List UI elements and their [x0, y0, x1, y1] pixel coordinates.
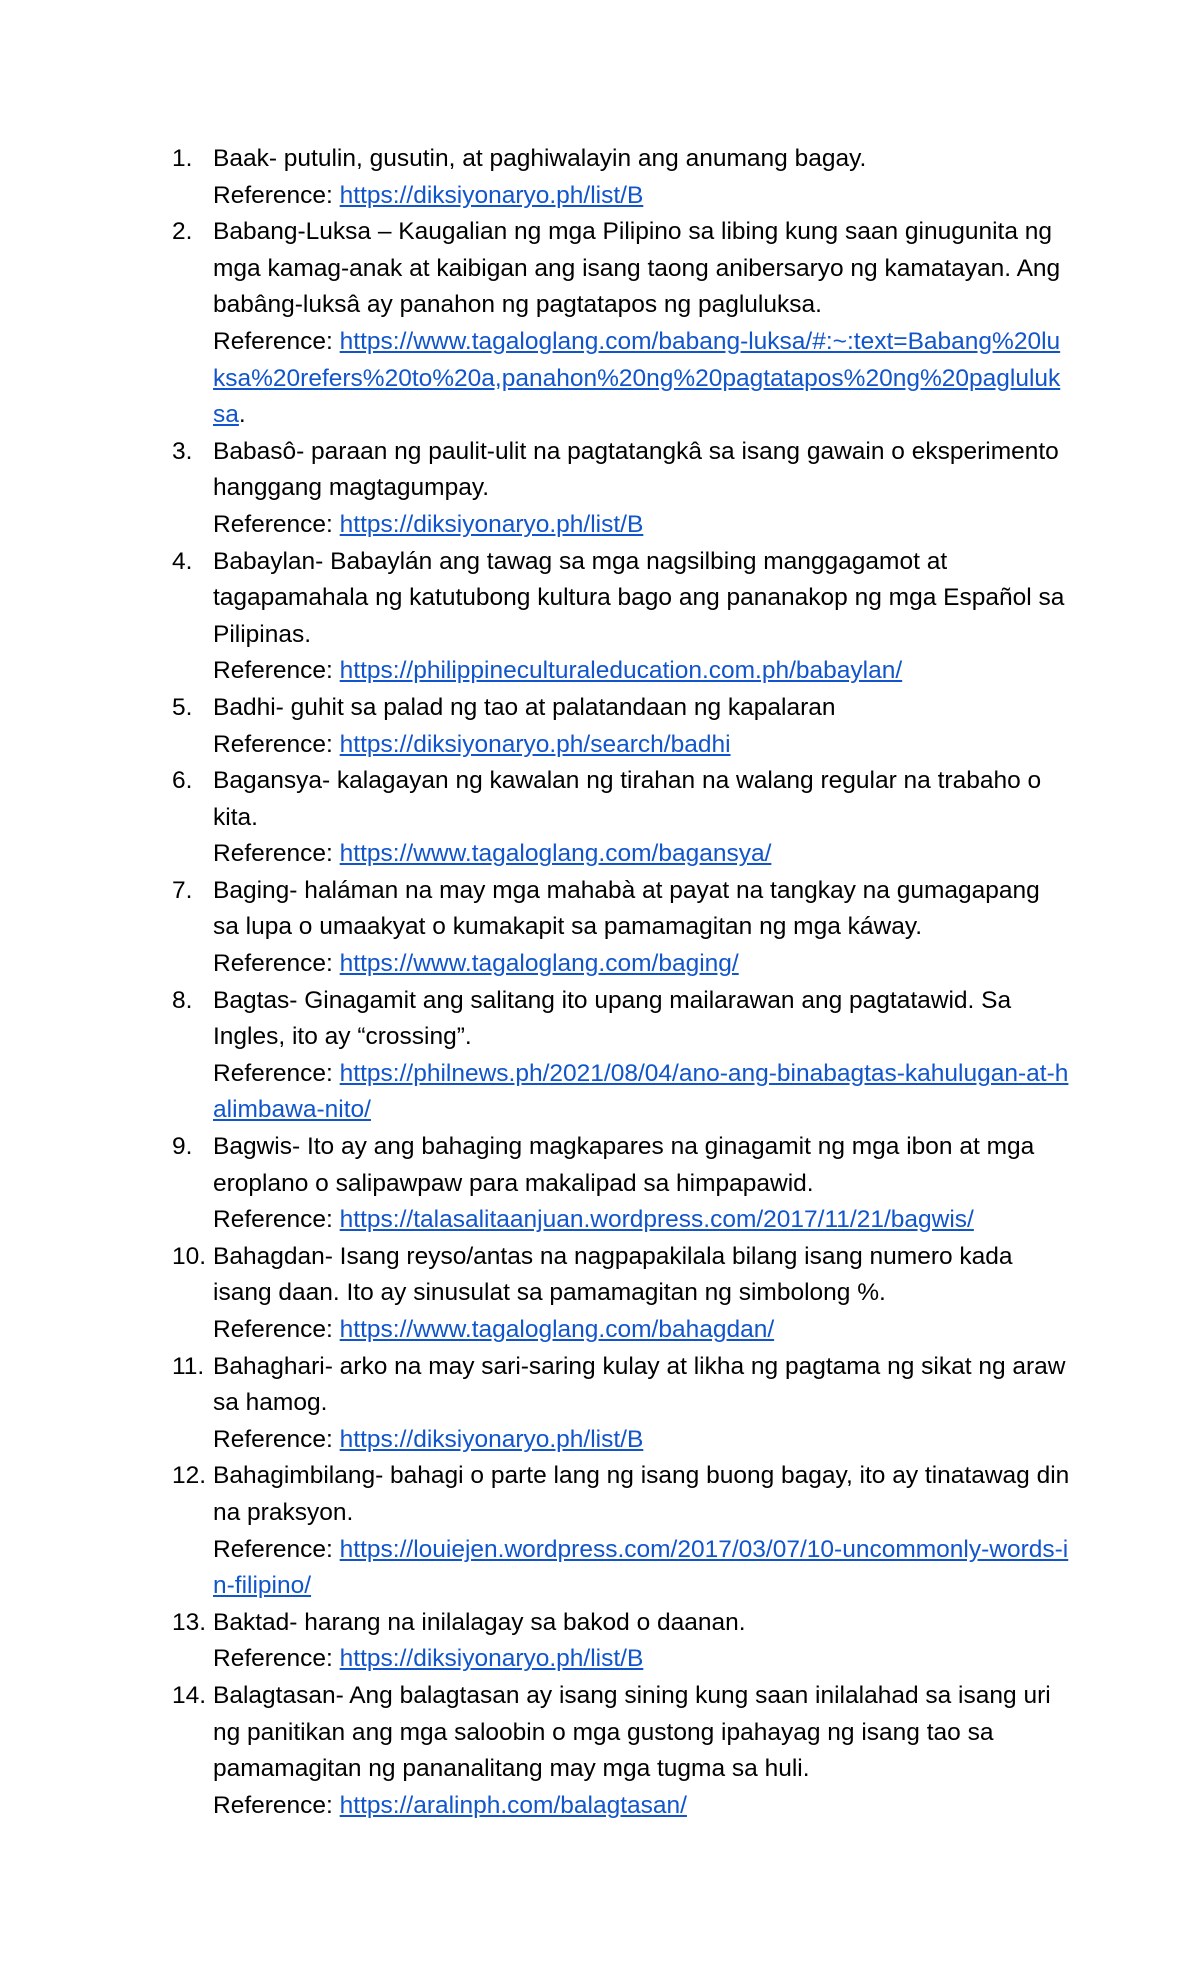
list-item: [172, 763, 1072, 873]
reference-line: [213, 1532, 1072, 1605]
list-item: [172, 690, 1072, 763]
reference-line: [213, 946, 1072, 983]
item-number: 3.: [172, 437, 193, 465]
list-item: [172, 434, 1072, 544]
reference-line: [213, 324, 1072, 434]
item-number: 10.: [172, 1242, 207, 1270]
reference-link[interactable]: https://diksiyonaryo.ph/list/B: [339, 181, 644, 209]
list-item: [172, 873, 1072, 983]
list-item: [172, 1239, 1072, 1349]
item-definition: Balagtasan- Ang balagtasan ay isang sining kung saan inilalahad sa isang uri ng panitikan ang mga saloobin o mga gustong ipahayag ng isang tao sa pamamagitan ng pananalitang may mga tugma sa huli.: [213, 1681, 1051, 1783]
reference-label: Reference:: [213, 181, 340, 209]
list-item: [172, 1129, 1072, 1239]
reference-trailing-text: .: [238, 401, 246, 429]
reference-line: [213, 836, 1072, 873]
item-definition: Babasô- paraan ng paulit-ulit na pagtatangkâ sa isang gawain o eksperimento hanggang magtagumpay.: [213, 437, 1059, 502]
reference-label: Reference:: [213, 950, 340, 978]
list-item: [172, 1349, 1072, 1459]
item-definition: Bahagdan- Isang reyso/antas na nagpapakilala bilang isang numero kada isang daan. Ito ay sinusulat sa pamamagitan ng simbolong %.: [213, 1242, 1013, 1307]
item-number: 1.: [172, 145, 193, 172]
reference-label: Reference:: [213, 1425, 340, 1453]
reference-line: [213, 1312, 1072, 1349]
reference-link[interactable]: https://diksiyonaryo.ph/list/B: [339, 510, 644, 538]
reference-line: [213, 653, 1072, 690]
list-item: [172, 983, 1072, 1129]
reference-label: Reference:: [213, 657, 340, 685]
reference-label: Reference:: [213, 1316, 340, 1343]
item-number: 7.: [172, 876, 193, 904]
reference-line: [213, 727, 1072, 764]
reference-label: Reference:: [213, 1059, 340, 1087]
item-definition: Bahaghari- arko na may sari-saring kulay at likha ng pagtama ng sikat ng araw sa hamog.: [213, 1352, 1066, 1417]
reference-link[interactable]: https://talasalitaanjuan.wordpress.com/2017/11/21/bagwis/: [339, 1206, 974, 1234]
item-number: 14.: [172, 1681, 207, 1709]
item-definition: Badhi- guhit sa palad ng tao at palatandaan ng kapalaran: [213, 693, 836, 721]
reference-link[interactable]: https://www.tagaloglang.com/bahagdan/: [339, 1316, 775, 1343]
list-item: [172, 214, 1072, 434]
reference-label: Reference:: [213, 730, 340, 758]
item-definition: Babaylan- Babaylán ang tawag sa mga nagsilbing manggagamot at tagapamahala ng katutubong kultura bago ang pananakop ng mga Español sa Pilipinas.: [213, 547, 1065, 648]
list-item: [172, 141, 1072, 214]
item-definition: Bagwis- Ito ay ang bahaging magkapares na ginagamit ng mga ibon at mga eroplano o salipawpaw para makalipad sa himpapawid.: [213, 1133, 1035, 1197]
reference-link[interactable]: https://philnews.ph/2021/08/04/ano-ang-binabagtas-kahulugan-at-halimbawa-nito/: [213, 1059, 1069, 1124]
reference-line: [213, 1056, 1072, 1129]
list-item: [172, 1678, 1072, 1824]
reference-label: Reference:: [213, 1645, 340, 1673]
reference-link[interactable]: https://diksiyonaryo.ph/list/B: [339, 1645, 644, 1673]
reference-line: [213, 178, 1072, 215]
item-number: 2.: [172, 218, 193, 246]
reference-label: Reference:: [213, 1791, 340, 1819]
reference-line: [213, 1202, 1072, 1239]
reference-link[interactable]: https://www.tagaloglang.com/baging/: [339, 950, 739, 978]
reference-line: [213, 1641, 1072, 1678]
list-item: [172, 544, 1072, 690]
reference-link[interactable]: https://diksiyonaryo.ph/list/B: [339, 1425, 644, 1453]
item-definition: Bahagimbilang- bahagi o parte lang ng isang buong bagay, ito ay tinatawag din na praksyon.: [213, 1462, 1070, 1526]
item-number: 11.: [172, 1352, 205, 1380]
reference-label: Reference:: [213, 840, 340, 868]
item-number: 5.: [172, 693, 193, 721]
item-number: 8.: [172, 986, 193, 1014]
reference-label: Reference:: [213, 510, 340, 538]
reference-link[interactable]: https://www.tagaloglang.com/babang-luksa/#:~:text=Babang%20luksa%20refers%20to%20a,panahon%20ng%20pagtatapos%20ng%20pagluluksa: [213, 327, 1061, 429]
reference-line: [213, 1422, 1072, 1459]
reference-label: Reference:: [213, 1535, 340, 1563]
item-definition: Baak- putulin, gusutin, at paghiwalayin ang anumang bagay.: [213, 145, 867, 172]
item-definition: Baging- haláman na may mga mahabà at payat na tangkay na gumagapang sa lupa o umaakyat o kumakapit sa pamamagitan ng mga káway.: [213, 876, 1040, 941]
reference-link[interactable]: https://philippineculturaleducation.com.ph/babaylan/: [339, 657, 903, 685]
item-number: 12.: [172, 1462, 207, 1490]
item-number: 6.: [172, 767, 193, 795]
reference-label: Reference:: [213, 1206, 340, 1234]
reference-line: [213, 507, 1072, 544]
item-definition: Baktad- harang na inilalagay sa bakod o daanan.: [213, 1608, 746, 1636]
reference-line: [213, 1788, 1072, 1825]
item-definition: Babang-Luksa – Kaugalian ng mga Pilipino sa libing kung saan ginugunita ng mga kamag-anak at kaibigan ang isang taong anibersaryo ng kamatayan. Ang babâng-luksâ ay panahon ng pagtatapos ng pagluluksa.: [213, 218, 1061, 319]
reference-link[interactable]: https://louiejen.wordpress.com/2017/03/07/10-uncommonly-words-in-filipino/: [213, 1535, 1069, 1600]
reference-link[interactable]: https://diksiyonaryo.ph/search/badhi: [339, 730, 731, 758]
glossary-list: [172, 141, 1072, 1824]
item-definition: Bagansya- kalagayan ng kawalan ng tirahan na walang regular na trabaho o kita.: [213, 767, 1042, 831]
reference-link[interactable]: https://www.tagaloglang.com/bagansya/: [339, 840, 772, 868]
item-number: 4.: [172, 547, 193, 575]
list-item: [172, 1605, 1072, 1678]
item-number: 9.: [172, 1133, 193, 1161]
item-number: 13.: [172, 1608, 207, 1636]
reference-label: Reference:: [213, 327, 340, 355]
list-item: [172, 1458, 1072, 1604]
item-definition: Bagtas- Ginagamit ang salitang ito upang mailarawan ang pagtatawid. Sa Ingles, ito ay “crossing”.: [213, 986, 1012, 1051]
reference-link[interactable]: https://aralinph.com/balagtasan/: [339, 1791, 687, 1819]
